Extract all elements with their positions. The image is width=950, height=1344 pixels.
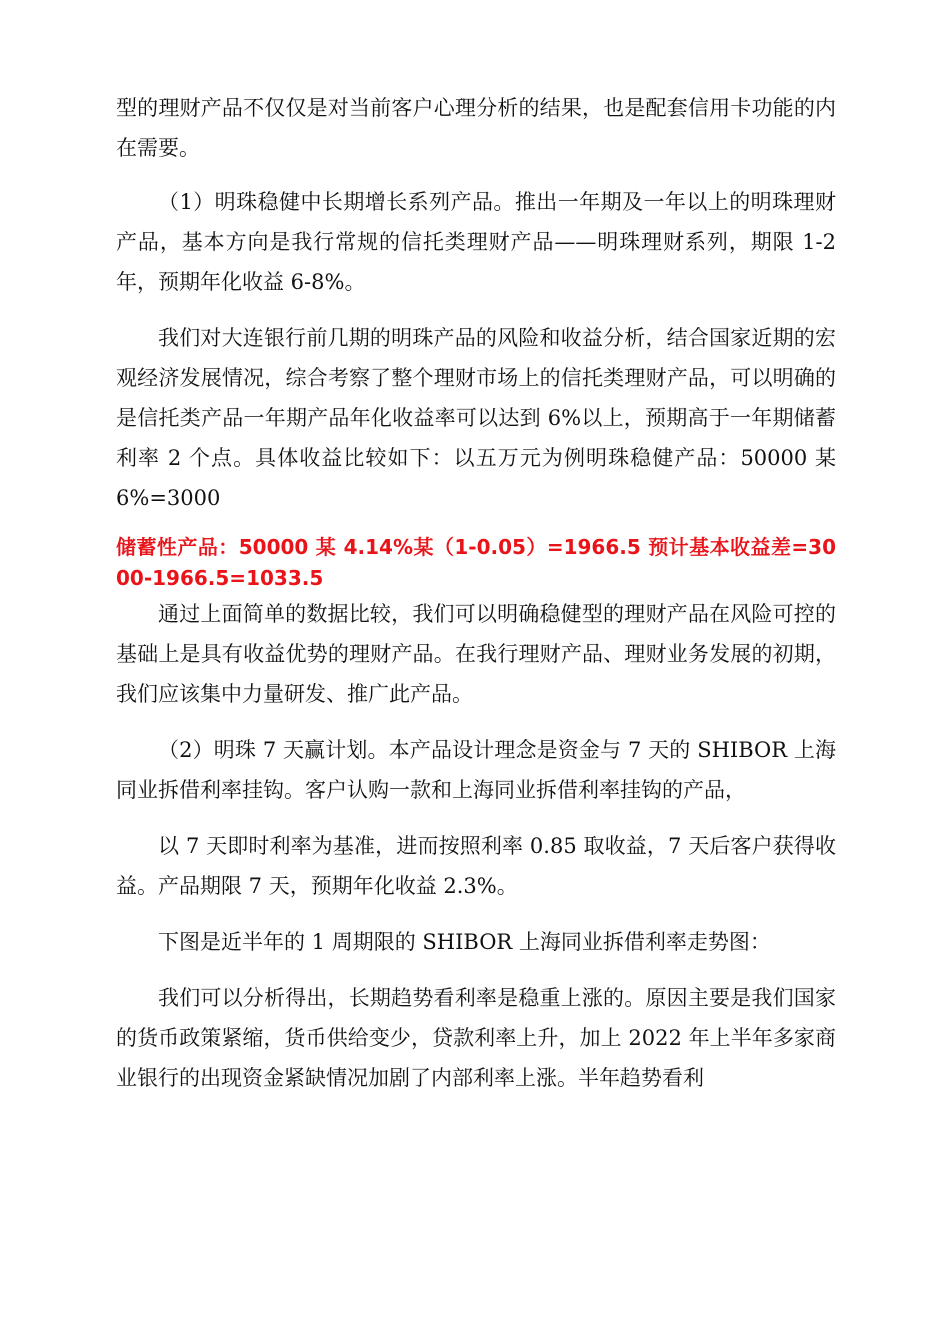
paragraph-product-1: （1）明珠稳健中长期增长系列产品。推出一年期及一年以上的明珠理财产品，基本方向是我行常规的信托类理财产品——明珠理财系列，期限 1-2 年，预期年化收益 6-8%。 <box>116 190 836 294</box>
document-page <box>116 88 836 1098</box>
paragraph-product-2-detail: 以 7 天即时利率为基准，进而按照利率 0.85 取收益，7 天后客户获得收益。产品期限 7 天，预期年化收益 2.3%。 <box>116 834 836 898</box>
paragraph-chart-intro: 下图是近半年的 1 周期限的 SHIBOR 上海同业拆借利率走势图： <box>158 930 771 954</box>
paragraph-product-2: （2）明珠 7 天赢计划。本产品设计理念是资金与 7 天的 SHIBOR 上海同业拆借利率挂钩。客户认购一款和上海同业拆借利率挂钩的产品， <box>116 738 836 802</box>
paragraph-analysis: 我们对大连银行前几期的明珠产品的风险和收益分析，结合国家近期的宏观经济发展情况，综合考察了整个理财市场上的信托类理财产品，可以明确的是信托类产品一年期产品年化收益率可以达到 6%以上，预期高于一年期储蓄利率 2 个点。具体收益比较如下：以五万元为例明珠稳健产品：50000 某 6%=3000 <box>116 326 836 510</box>
paragraph-comparison: 通过上面简单的数据比较，我们可以明确稳健型的理财产品在风险可控的基础上是具有收益优势的理财产品。在我行理财产品、理财业务发展的初期，我们应该集中力量研发、推广此产品。 <box>116 602 836 706</box>
paragraph-continuation: 型的理财产品不仅仅是对当前客户心理分析的结果，也是配套信用卡功能的内在需要。 <box>116 96 836 160</box>
paragraph-savings-highlight: 储蓄性产品：50000 某 4.14%某（1-0.05）=1966.5 预计基本收益差=3000-1966.5=1033.5 <box>116 535 836 590</box>
paragraph-trend-analysis: 我们可以分析得出，长期趋势看利率是稳重上涨的。原因主要是我们国家的货币政策紧缩，货币供给变少，贷款利率上升，加上 2022 年上半年多家商业银行的出现资金紧缺情况加剧了内部利率上涨。半年趋势看利 <box>116 986 836 1090</box>
